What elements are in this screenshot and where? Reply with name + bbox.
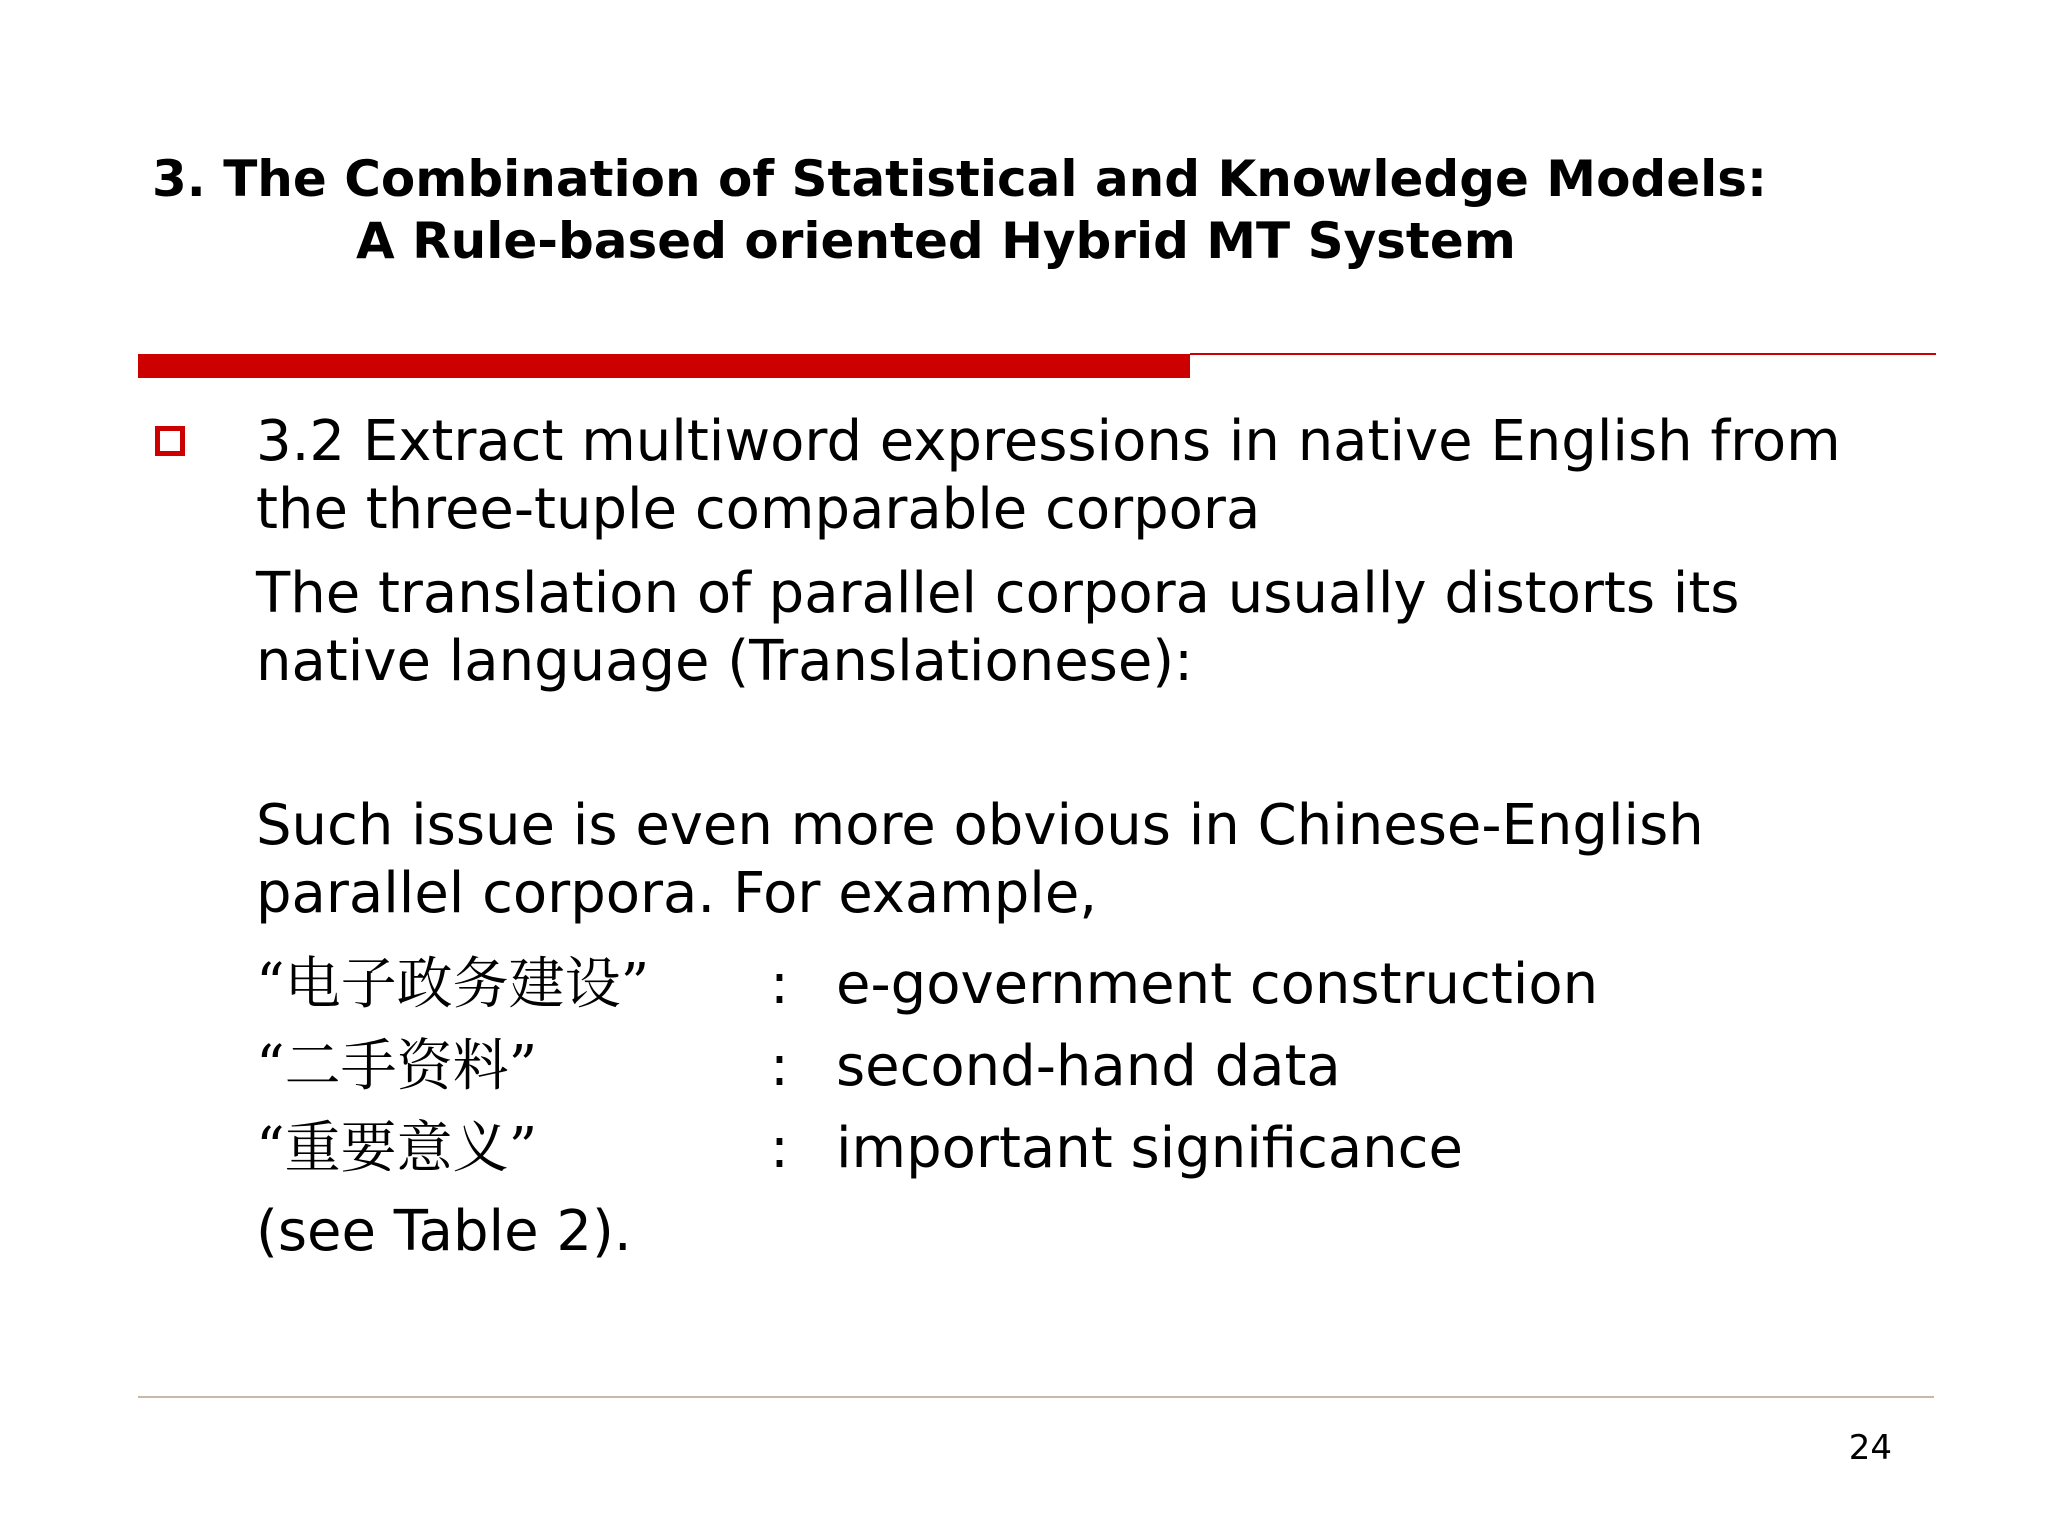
paragraph-1-line-1: The translation of parallel corpora usually distorts its [256,561,1740,626]
paragraph-2-line-1: Such issue is even more obvious in Chinese-English [256,793,1704,858]
example-colon: : [770,952,789,1017]
example-english: important significance [836,1116,1463,1181]
example-colon: : [770,1116,789,1181]
example-chinese: “电子政务建设” [256,952,650,1017]
page-number: 24 [1848,1428,1892,1468]
bullet-text-line-2: the three-tuple comparable corpora [256,477,1261,542]
example-english: e-government construction [836,952,1599,1017]
footer-divider [138,1396,1934,1398]
slide-title [152,148,1952,272]
title-divider-thin [1190,353,1936,355]
example-english: second-hand data [836,1034,1341,1099]
paragraph-chinese-english [256,792,1956,928]
bullet-text-line-1: 3.2 Extract multiword expressions in native English from [256,409,1841,474]
paragraph-1-line-2: native language (Translationese): [256,629,1194,694]
hollow-square-bullet-icon [155,426,185,456]
example-chinese: “二手资料” [256,1034,538,1099]
slide-title-line-1: 3. The Combination of Statistical and Knowledge Models: [152,150,1768,208]
slide-title-line-2: A Rule-based oriented Hybrid MT System [356,212,1516,270]
paragraph-2-line-2: parallel corpora. For example, [256,861,1098,926]
example-colon: : [770,1034,789,1099]
bullet-text [256,408,1956,544]
example-chinese: “重要意义” [256,1116,538,1181]
title-divider-thick [138,354,1190,378]
paragraph-translationese [256,560,1956,696]
see-table-note: (see Table 2). [256,1199,632,1264]
